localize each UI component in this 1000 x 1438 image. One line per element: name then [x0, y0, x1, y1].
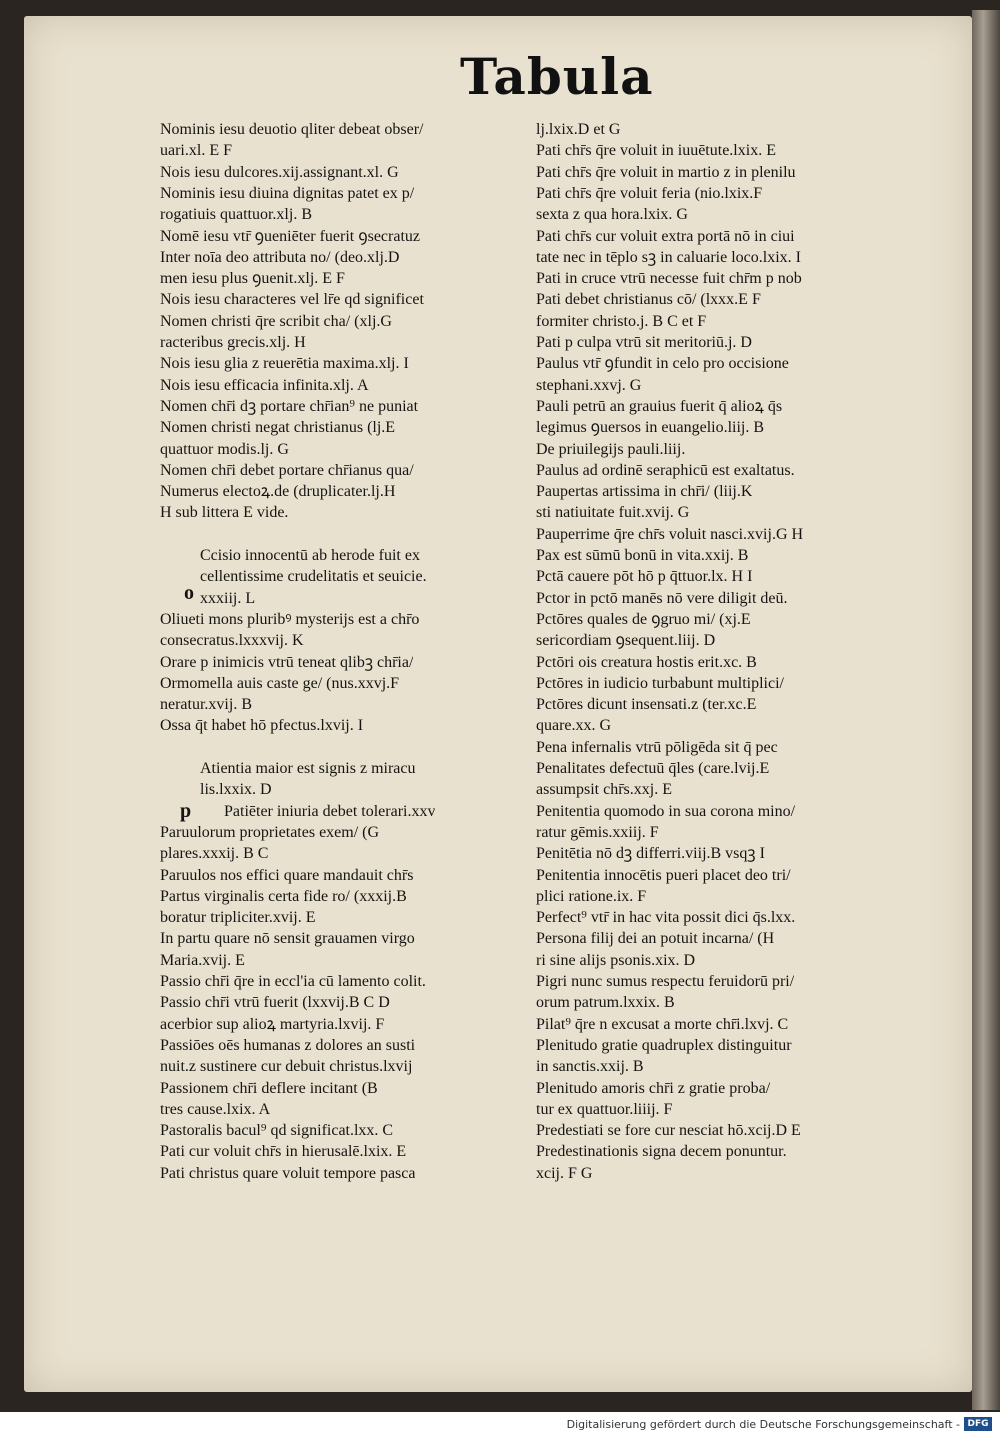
right_column-entry: Penitētia nō dꝫ differri.viij.B vsqꝫ I: [536, 845, 765, 863]
right_column-entry: Pati chr̄s q̄re voluit feria (nio.lxix.F: [536, 184, 763, 202]
right_column-entry: tate nec in tēplo sꝫ in caluarie loco.lxix. I: [536, 248, 801, 266]
left_column-entry: Passio chr̄i q̄re in eccl'ia cū lamento colit.: [160, 973, 426, 990]
right_column-entry: in sanctis.xxij. B: [536, 1058, 644, 1076]
left_column-entry: Nominis iesu diuina dignitas patet ex p/: [160, 184, 415, 202]
right_column-entry: Penalitates defectuū q̄les (care.lvij.E: [536, 760, 770, 777]
left_column-entry: neratur.xvij. B: [160, 696, 252, 714]
left_column-entry: Nomen chr̄i dꝫ portare chr̄ian⁹ ne puniat: [160, 397, 419, 415]
right_column-entry: legimus ꝯuersos in euangelio.liij. B: [536, 419, 765, 437]
left_column-entry: Numerus electoꝝ.de (druplicater.lj.H: [160, 483, 396, 501]
right_column-entry: lj.lxix.D et G: [536, 121, 621, 138]
left_column-entry: Nois iesu dulcores.xij.assignant.xl. G: [160, 163, 399, 181]
left_column-entry: Paruulos nos effici quare mandauit chr̄s: [160, 866, 414, 884]
left_column-entry: Orare p inimicis vtrū teneat qlibꝫ chr̄ia/: [160, 653, 414, 671]
left_column-entry: Partus virginalis certa fide ro/ (xxxij.B: [160, 887, 407, 905]
right_column-entry: Pati in cruce vtrū necesse fuit chr̄m p nob: [536, 270, 802, 288]
left_column-entry: Maria.xvij. E: [160, 951, 245, 969]
right_column-entry: Plenitudo gratie quadruplex distinguitur: [536, 1036, 792, 1054]
right_column-entry: Pctōres dicunt insensati.z (ter.xc.E: [536, 696, 757, 714]
left_column-entry: nuit.z sustinere cur debuit christus.lxvij: [160, 1058, 413, 1076]
footer-bar: [0, 1412, 1000, 1438]
left_column-entry: Nois iesu characteres vel lr̄e qd significet: [160, 291, 424, 309]
right_column-entry: orum patrum.lxxix. B: [536, 994, 675, 1012]
right_column-entry: Paupertas artissima in chr̄i/ (liij.K: [536, 483, 753, 501]
right_column-entry: stephani.xxvj. G: [536, 376, 642, 394]
left_column-entry: In partu quare nō sensit grauamen virgo: [160, 930, 415, 948]
right_column-entry: Pax est sūmū bonū in vita.xxij. B: [536, 547, 749, 564]
right_column-entry: Penitentia innocētis pueri placet deo tri/: [536, 866, 791, 884]
section-letter-p: p: [180, 800, 192, 822]
right_column-entry: Pati chr̄s q̄re voluit in martio z in plenilu: [536, 163, 796, 181]
left_column-entry: Ossa q̄t habet hō pfectus.lxvij. I: [160, 717, 364, 735]
left_column-entry: rogatiuis quattuor.xlj. B: [160, 206, 312, 224]
left_column-entry: men iesu plus ꝯuenit.xlj. E F: [160, 270, 345, 288]
left_column-entry: Passionem chr̄i deflere incitant (B: [160, 1079, 378, 1097]
left_column-entry: consecratus.lxxxvij. K: [160, 632, 304, 650]
left_column-entry: uari.xl. E F: [160, 142, 232, 160]
left_column-entry: Passio chr̄i vtrū fuerit (lxxvij.B C D: [160, 994, 390, 1012]
left_column-entry: Nomē iesu vtr̄ ꝯueniēter fuerit ꝯsecratuz: [160, 227, 421, 245]
right_column-entry: Pati chr̄s q̄re voluit in iuuētute.lxix. E: [536, 142, 776, 160]
left_column-entry: Pastoralis bacul⁹ qd significat.lxx. C: [160, 1122, 394, 1140]
right_column-entry: De priuilegijs pauli.liij.: [536, 440, 686, 458]
left_column-entry: plares.xxxij. B C: [160, 845, 269, 863]
right_column-entry: Paulus ad ordinē seraphicū est exaltatus.: [536, 461, 795, 479]
left_column-entry: Passiōes oēs humanas z dolores an susti: [160, 1036, 416, 1054]
left_column-entry: Atientia maior est signis z miracu: [200, 760, 416, 777]
right_column-entry: ri sine alijs psonis.xix. D: [536, 951, 696, 969]
left_column-entry: Pati christus quare voluit tempore pasca: [160, 1164, 416, 1182]
left_column-entry: Pati cur voluit chr̄s in hierusalē.lxix. E: [160, 1143, 407, 1161]
book-edge: [972, 10, 1000, 1410]
right_column-entry: Pctōri ois creatura hostis erit.xc. B: [536, 653, 757, 671]
left_column-entry: quattuor modis.lj. G: [160, 440, 289, 458]
right_column-entry: Pati p culpa vtrū sit meritoriū.j. D: [536, 334, 752, 351]
right_column-entry: Pena infernalis vtrū pōligēda sit q̄ pec: [536, 738, 778, 756]
right_column-entry: Pctor in pctō manēs nō vere diligit deū.: [536, 589, 788, 607]
left_column-entry: boratur tripliciter.xvij. E: [160, 909, 316, 927]
left_column-entry: cellentissime crudelitatis et seuicie.: [200, 568, 427, 586]
left_column-entry: Nomen christi negat christianus (lj.E: [160, 419, 396, 437]
left_column-entry: H sub littera E vide.: [160, 504, 289, 522]
footer-credit: Digitalisierung gefördert durch die Deutsche Forschungsgemeinschaft -: [566, 1418, 960, 1431]
right_column-entry: Perfect⁹ vtr̄ in hac vita possit dici q̄s.lxx.: [536, 909, 796, 927]
left_column-entry: tres cause.lxix. A: [160, 1100, 271, 1118]
right_column-entry: Pctōres quales de ꝯgruo mi/ (xj.E: [536, 610, 751, 628]
left_column-entry: Oliueti mons pluribꝰ mysterijs est a chr̄o: [160, 610, 420, 628]
right_column-entry: Persona filij dei an potuit incarna/ (H: [536, 930, 775, 948]
left_column-entry: Nomen christi q̄re scribit cha/ (xlj.G: [160, 312, 392, 330]
left_column-entry: Patiēter iniuria debet tolerari.xxv: [224, 802, 436, 820]
right_column-entry: plici ratione.ix. F: [536, 887, 647, 905]
right_column-entry: Plenitudo amoris chr̄i z gratie proba/: [536, 1079, 771, 1097]
right_column-entry: Pigri nunc sumus respectu feruidorū pri/: [536, 973, 795, 990]
right_column-entry: sericordiam ꝯsequent.liij. D: [536, 632, 716, 650]
right_column-entry: sexta z qua hora.lxix. G: [536, 206, 688, 224]
left_column-entry: racteribus grecis.xlj. H: [160, 334, 306, 351]
left_column-entry: Nois iesu glia z reuerētia maxima.xlj. I: [160, 355, 409, 373]
right_column-entry: Paulus vtr̄ ꝯfundit in celo pro occisione: [536, 355, 789, 373]
right_column-entry: Pati chr̄s cur voluit extra portā nō in ciui: [536, 227, 795, 245]
right_column-entry: quare.xx. G: [536, 717, 612, 735]
right_column-entry: Penitentia quomodo in sua corona mino/: [536, 802, 796, 820]
left_column-entry: Ccisio innocentū ab herode fuit ex: [200, 547, 420, 564]
left_column-entry: Ormomella auis caste ge/ (nus.xxvj.F: [160, 674, 400, 692]
right_column-entry: sti natiuitate fuit.xvij. G: [536, 504, 690, 522]
left_column-entry: lis.lxxix. D: [200, 781, 272, 799]
right_column-entry: Pctōres in iudicio turbabunt multiplici/: [536, 674, 784, 692]
left_column-entry: Nois iesu efficacia infinita.xlj. A: [160, 376, 369, 394]
right_column-entry: Predestiati se fore cur nesciat hō.xcij.D E: [536, 1122, 801, 1140]
right_column-entry: xcij. F G: [536, 1164, 593, 1182]
left_column-entry: acerbior sup alioꝝ martyria.lxvij. F: [160, 1015, 385, 1033]
left_column-entry: Inter noīa deo attributa no/ (deo.xlj.D: [160, 248, 400, 266]
dfg-logo[interactable]: DFG: [964, 1417, 992, 1431]
left_column-entry: xxxiij. L: [200, 589, 256, 607]
right_column-entry: Pauperrime q̄re chr̄s voluit nasci.xvij.G H: [536, 525, 804, 543]
page-heading: Tabula: [460, 47, 654, 106]
right_column-entry: tur ex quattuor.liiij. F: [536, 1100, 673, 1118]
section-letter-o: o: [184, 582, 194, 604]
right_column-entry: Predestinationis signa decem ponuntur.: [536, 1143, 787, 1161]
right_column-entry: assumpsit chr̄s.xxj. E: [536, 781, 672, 799]
left_column-entry: Nominis iesu deuotio qliter debeat obser/: [160, 121, 424, 138]
right_column-entry: Pctā cauere pōt hō p q̄ttuor.lx. H I: [536, 568, 753, 586]
right_column-entry: Pauli petrū an grauius fuerit q̄ alioꝝ q̄s: [536, 397, 783, 415]
left_column-entry: Paruulorum proprietates exem/ (G: [160, 823, 380, 841]
right_column-entry: Pati debet christianus cō/ (lxxx.E F: [536, 291, 761, 309]
right_column-entry: formiter christo.j. B C et F: [536, 312, 707, 330]
left_column-entry: Nomen chr̄i debet portare chr̄ianus qua/: [160, 461, 414, 479]
right_column-entry: Pilat⁹ q̄re n excusat a morte chr̄i.lxvj. C: [536, 1015, 789, 1033]
right_column-entry: ratur gēmis.xxiij. F: [536, 823, 659, 841]
